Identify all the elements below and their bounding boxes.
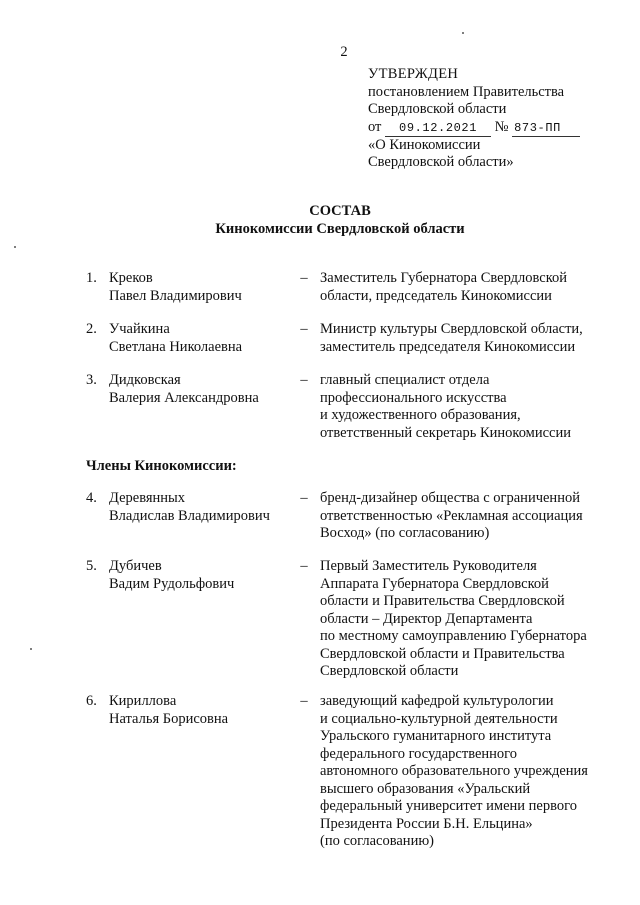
member-position <box>320 693 610 851</box>
approval-date: 09.12.2021 <box>385 121 491 137</box>
position-line: ответственный секретарь Кинокомиссии <box>320 424 571 441</box>
surname: Учайкина <box>109 321 170 337</box>
position-line: заместитель председателя Кинокомиссии <box>320 338 576 355</box>
position-line: ответственностью «Рекламная ассоциация <box>320 507 583 524</box>
position-line: (по согласованию) <box>320 833 434 849</box>
approval-heading: УТВЕРЖДЕН <box>368 66 459 82</box>
position-line: автономного образовательного учреждения <box>320 763 588 779</box>
position-line: Восход» (по согласованию) <box>320 525 490 541</box>
approval-stamp <box>368 66 628 172</box>
member-name <box>109 321 289 356</box>
member-position <box>320 490 610 543</box>
number-prefix: № <box>494 118 509 135</box>
page-number: 2 <box>340 44 348 60</box>
position-line: области – Директор Департамента <box>320 610 533 627</box>
position-line: Свердловской области и Правительства <box>320 645 565 662</box>
item-number: 1. <box>86 270 97 286</box>
given-names: Наталья Борисовна <box>109 710 229 727</box>
position-line: федерального государственного <box>320 745 518 762</box>
item-number: 3. <box>86 372 97 388</box>
scan-speck <box>14 246 16 248</box>
approval-doc-title: «О Кинокомиссии <box>368 136 481 153</box>
given-names: Вадим Рудольфович <box>109 575 235 592</box>
position-line: высшего образования «Уральский <box>320 780 531 797</box>
dash-separator: – <box>300 558 308 574</box>
date-prefix: от <box>368 118 382 135</box>
approval-number: 873-ПП <box>512 121 580 137</box>
given-names: Валерия Александровна <box>109 389 259 406</box>
position-line: и социально-культурной деятельности <box>320 710 558 727</box>
surname: Дубичев <box>109 558 162 574</box>
surname: Дидковская <box>109 372 181 388</box>
member-position <box>320 270 610 305</box>
position-line: заведующий кафедрой культурологии <box>320 693 554 709</box>
dash-separator: – <box>300 490 308 506</box>
dash-separator: – <box>300 321 308 337</box>
position-line: Президента России Б.Н. Ельцина» <box>320 815 533 832</box>
dash-separator: – <box>300 693 308 709</box>
dash-separator: – <box>300 270 308 286</box>
member-position <box>320 372 610 442</box>
member-name <box>109 372 289 407</box>
position-line: федеральный университет имени первого <box>320 798 577 814</box>
member-name <box>109 693 289 728</box>
document-title <box>140 203 540 238</box>
approval-doc-title: Свердловской области» <box>368 154 514 170</box>
position-line: Первый Заместитель Руководителя <box>320 558 537 574</box>
scan-speck <box>30 648 32 650</box>
given-names: Павел Владимирович <box>109 287 242 304</box>
title-sub: Кинокомиссии Свердловской области <box>215 220 465 237</box>
approval-line: постановлением Правительства <box>368 83 565 100</box>
surname: Деревянных <box>109 490 186 506</box>
position-line: бренд-дизайнер общества с ограниченной <box>320 490 580 506</box>
item-number: 6. <box>86 693 97 709</box>
position-line: Свердловской области <box>320 663 459 679</box>
member-position <box>320 558 610 681</box>
title-main: СОСТАВ <box>309 203 371 219</box>
given-names: Владислав Владимирович <box>109 507 270 524</box>
position-line: по местному самоуправлению Губернатора <box>320 628 587 644</box>
position-line: области и Правительства Свердловской <box>320 593 565 609</box>
member-name <box>109 270 289 305</box>
dash-separator: – <box>300 372 308 388</box>
surname: Кириллова <box>109 693 177 709</box>
surname: Креков <box>109 270 153 286</box>
position-line: области, председатель Кинокомиссии <box>320 287 552 304</box>
member-name <box>109 490 289 525</box>
position-line: главный специалист отдела <box>320 372 490 388</box>
position-line: профессионального искусства <box>320 389 507 406</box>
member-name <box>109 558 289 593</box>
position-line: Министр культуры Свердловской области, <box>320 321 583 337</box>
approval-date-line <box>368 119 628 137</box>
position-line: и художественного образования, <box>320 407 521 423</box>
item-number: 2. <box>86 321 97 337</box>
members-heading: Члены Кинокомиссии: <box>86 458 237 474</box>
position-line: Заместитель Губернатора Свердловской <box>320 270 568 286</box>
position-line: Аппарата Губернатора Свердловской <box>320 575 549 592</box>
scan-speck <box>462 32 464 34</box>
approval-line: Свердловской области <box>368 101 507 117</box>
item-number: 5. <box>86 558 97 574</box>
item-number: 4. <box>86 490 97 506</box>
position-line: Уральского гуманитарного института <box>320 728 552 744</box>
given-names: Светлана Николаевна <box>109 338 243 355</box>
member-position <box>320 321 610 356</box>
